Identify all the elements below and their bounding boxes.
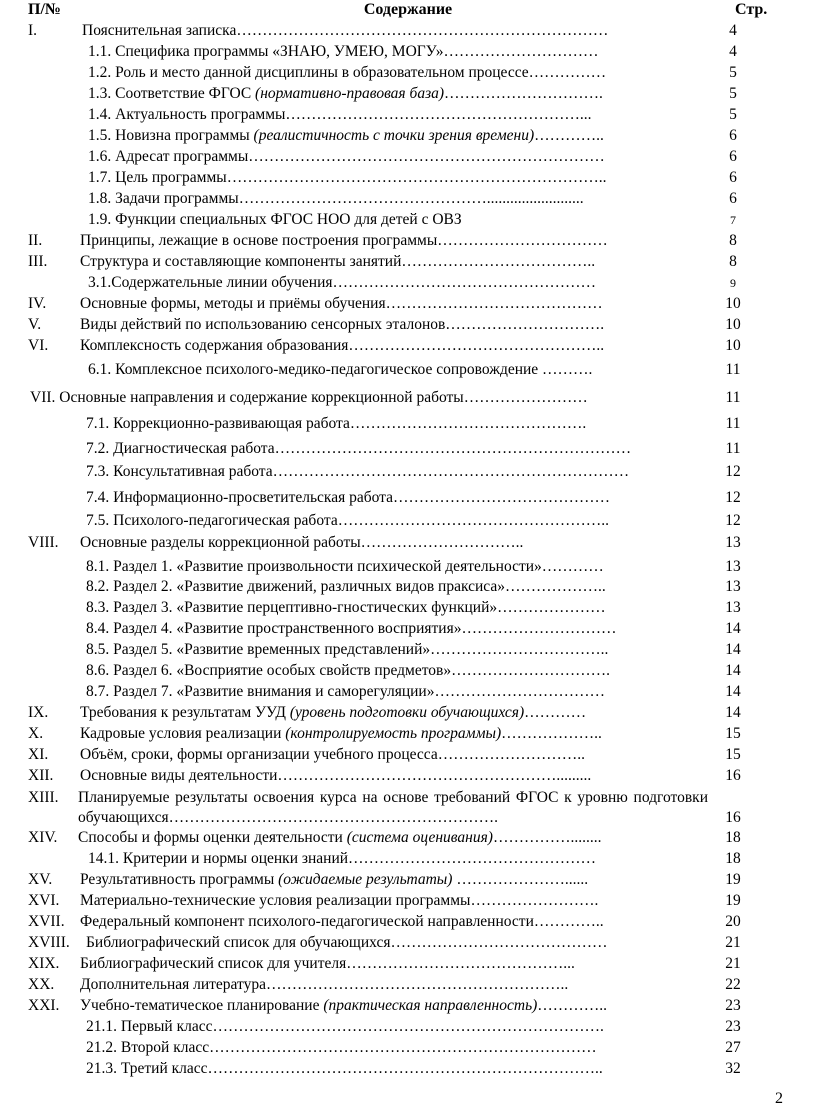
toc-row-page: 22 — [725, 976, 741, 993]
toc-row-title — [86, 439, 708, 459]
toc-row-title — [80, 231, 708, 251]
toc-row-title-text: Пояснительная записка……………………………………………………………… — [82, 22, 609, 39]
toc-row-title-text: 8.5. Раздел 5. «Развитие временных представлений»…………………………….. — [86, 641, 609, 658]
toc-row-title-text: 8.3. Раздел 3. «Развитие перцептивно-гностических функций»………………… — [86, 599, 606, 616]
toc-row-title — [30, 388, 708, 408]
toc-row-number: XVI. — [28, 892, 60, 909]
toc-row-number: XX. — [28, 976, 55, 993]
toc-row-title — [80, 703, 708, 723]
toc-row-number: II. — [28, 232, 43, 249]
toc-row-title-text: Результативность программы — [80, 871, 279, 888]
toc-row-page: 11 — [725, 415, 741, 432]
toc-row-title — [78, 828, 708, 848]
toc-row-number: XIII. — [28, 789, 59, 806]
toc-row — [0, 933, 816, 953]
toc-row — [0, 231, 816, 251]
toc-row-page: 12 — [725, 489, 741, 506]
toc-row-page: 6 — [729, 190, 737, 207]
toc-row-page: 5 — [729, 64, 737, 81]
toc-row-number: V. — [28, 316, 42, 333]
toc-row-title — [88, 360, 708, 380]
toc-row-page: 11 — [725, 361, 741, 378]
toc-row-title — [86, 511, 708, 531]
toc-row-title-text: Кадровые условия реализации — [80, 725, 286, 742]
toc-row-title-text: Виды действий по использованию сенсорных эталонов…………………………. — [80, 316, 605, 333]
toc-row-title — [88, 189, 708, 209]
toc-row-title — [80, 745, 708, 765]
toc-row-title — [80, 912, 708, 932]
toc-row-title-text: VII. Основные направления и содержание коррекционной работы…………………… — [30, 389, 588, 406]
toc-row — [0, 745, 816, 765]
toc-row-title-text: Принципы, лежащие в основе построения программы…………………………… — [80, 232, 608, 249]
toc-row-title-text: Планируемые результаты освоения курса на основе требований ФГОС к уровню подготовки обучающихся………………………………………………………. — [78, 789, 708, 826]
toc-row — [0, 147, 816, 167]
toc-row — [0, 462, 816, 482]
toc-row-number: VI. — [28, 337, 49, 354]
toc-row — [0, 954, 816, 974]
toc-row-title-text: 1.8. Задачи программы…………………………………………......................... — [88, 190, 584, 207]
toc-row-page: 4 — [729, 22, 737, 39]
toc-row-title-text: 1.3. Соответствие ФГОС — [88, 85, 256, 102]
toc-row-page: 8 — [729, 253, 737, 270]
toc-row-title-text: 1.9. Функции специальных ФГОС НОО для детей с ОВЗ — [88, 211, 462, 228]
toc-row-number: XIV. — [28, 829, 58, 846]
toc-row — [0, 189, 816, 209]
toc-row-title — [86, 462, 708, 482]
toc-row-title-text: 1.7. Цель программы……………………………………………………………….. — [88, 169, 607, 186]
toc-row-title — [88, 105, 708, 125]
toc-row-title — [86, 488, 708, 508]
toc-row-title — [80, 724, 708, 744]
page-title: Содержание — [363, 1, 453, 18]
toc-row-title-text: Основные формы, методы и приёмы обучения…………………………………… — [80, 295, 603, 312]
toc-row — [0, 724, 816, 744]
toc-row-title-note: (реалистичность с точки зрения времени) — [253, 127, 535, 144]
toc-row-page: 13 — [725, 534, 741, 551]
toc-row-title-text: 1.1. Специфика программы «ЗНАЮ, УМЕЮ, МОГУ»………………………… — [88, 43, 599, 60]
toc-row-title — [86, 1017, 708, 1037]
toc-row-page: 5 — [729, 85, 737, 102]
toc-row-number: X. — [28, 725, 44, 742]
toc-row-title-note: (практическая направленность) — [323, 997, 538, 1014]
toc-row-number: VIII. — [28, 534, 59, 551]
toc-row — [0, 975, 816, 995]
toc-row-title — [80, 252, 708, 272]
toc-row-title-text: Библиографический список для учителя……………………………………... — [80, 955, 575, 972]
toc-row-page: 5 — [729, 106, 737, 123]
toc-row-page: 16 — [725, 767, 741, 784]
toc-row-title-note: (ожидаемые результаты) — [278, 871, 453, 888]
toc-row-number: XIX. — [28, 955, 60, 972]
page-number: 2 — [775, 1090, 783, 1107]
toc-row — [0, 105, 816, 125]
toc-row-page: 11 — [725, 440, 741, 457]
toc-row-title — [86, 1059, 708, 1079]
toc-row — [0, 252, 816, 272]
toc-row-title — [80, 975, 708, 995]
toc-row-page: 12 — [725, 512, 741, 529]
header-num: П/№ — [28, 1, 61, 18]
toc-row-title-text: 1.6. Адресат программы…………………………………………………………… — [88, 148, 605, 165]
toc-row-title — [88, 849, 708, 869]
toc-row — [0, 388, 816, 408]
toc-row-title-text: 7.5. Психолого-педагогическая работа…………………………………………….. — [86, 512, 609, 529]
toc-row-page: 20 — [725, 913, 741, 930]
toc-row-page: 13 — [725, 599, 741, 616]
toc-row — [0, 21, 816, 41]
toc-row-leader: ……………........ — [492, 829, 602, 846]
toc-row-title-text: 21.3. Третий класс………………………………………………………………….. — [86, 1060, 603, 1077]
toc-row-number: XV. — [28, 871, 53, 888]
toc-row — [0, 849, 816, 869]
toc-row-title-note: (контролируемость программы) — [285, 725, 502, 742]
toc-row-number: III. — [28, 253, 48, 270]
toc-row-title-text: Федеральный компонент психолого-педагогической направленности………….. — [80, 913, 604, 930]
toc-row-title — [86, 661, 708, 681]
toc-row-title-text: 6.1. Комплексное психолого-медико-педагогическое сопровождение ………. — [88, 361, 593, 378]
toc-row-title — [86, 557, 708, 577]
toc-row — [0, 891, 816, 911]
toc-row — [0, 439, 816, 459]
header-page: Стр. — [735, 1, 768, 18]
toc-row-title — [80, 891, 708, 911]
toc-row — [0, 210, 816, 230]
toc-row — [0, 661, 816, 681]
toc-row-title-note: (нормативно-правовая база) — [255, 85, 445, 102]
toc-row — [0, 1059, 816, 1079]
toc-row-title-text: Комплексность содержания образования………………………………………….. — [80, 337, 605, 354]
toc-row — [0, 84, 816, 104]
toc-row — [0, 63, 816, 83]
toc-row-page: 23 — [725, 1018, 741, 1035]
toc-row-title-text: 14.1. Критерии и нормы оценки знаний………………………………………… — [88, 850, 597, 867]
toc-row-title-text: 8.6. Раздел 6. «Восприятие особых свойств предметов»…………………………. — [86, 662, 610, 679]
toc-row-page: 15 — [725, 725, 741, 742]
toc-row — [0, 619, 816, 639]
toc-row — [0, 577, 816, 597]
toc-row-title-note: (система оценивания) — [346, 829, 493, 846]
toc-row-title-text: Учебно-тематическое планирование — [80, 997, 324, 1014]
toc-row-title — [80, 954, 708, 974]
toc-row-leader: ………….. — [537, 997, 608, 1014]
toc-row-title-text: Дополнительная литература………………………………………………….. — [80, 976, 569, 993]
toc-row-title-text: Объём, сроки, формы организации учебного процесса……………………….. — [80, 746, 585, 763]
toc-row-title-text: 8.1. Раздел 1. «Развитие произвольности психической деятельности»………… — [86, 558, 604, 575]
toc-row-title — [88, 63, 708, 83]
toc-row-page: 21 — [725, 955, 741, 972]
toc-row — [0, 414, 816, 434]
toc-row-page: 14 — [725, 641, 741, 658]
toc-row-title — [88, 42, 708, 62]
toc-row — [0, 598, 816, 618]
toc-row-title-text: 21.1. Первый класс…………………………………………………………………. — [86, 1018, 604, 1035]
toc-row-page: 18 — [725, 850, 741, 867]
toc-row-title-text: 1.4. Актуальность программы…………………………………………………... — [88, 106, 592, 123]
toc-row-title — [78, 788, 708, 828]
toc-row — [0, 168, 816, 188]
toc-row-title-text: 21.2. Второй класс………………………………………………………………… — [86, 1039, 597, 1056]
toc-row-title — [80, 870, 708, 890]
toc-row-number: IV. — [28, 295, 47, 312]
toc-row — [0, 703, 816, 723]
toc-row-title-text: Библиографический список для обучающихся…………………………………… — [86, 934, 608, 951]
toc-row-number: I. — [28, 22, 38, 39]
toc-row-title — [86, 1038, 708, 1058]
toc-row-title — [80, 996, 708, 1016]
toc-row — [0, 126, 816, 146]
toc-row-page: 14 — [725, 662, 741, 679]
toc-row-page: 14 — [725, 683, 741, 700]
toc-row-page: 11 — [725, 389, 741, 406]
toc-row-title — [86, 414, 708, 434]
toc-row-leader: ………… — [524, 704, 587, 721]
toc-row-title-text: Структура и составляющие компоненты занятий……………………………….. — [80, 253, 596, 270]
toc-row-title-text: 3.1.Содержательные линии обучения…………………………………………… — [88, 274, 596, 291]
toc-row — [0, 533, 816, 553]
toc-row-page: 14 — [725, 620, 741, 637]
toc-row-title-text: 7.3. Консультативная работа…………………………………………………………… — [86, 463, 630, 480]
toc-row-title — [86, 598, 708, 618]
toc-row-title — [86, 577, 708, 597]
toc-row-title — [80, 533, 708, 553]
toc-row-title — [80, 766, 708, 786]
toc-row — [0, 1038, 816, 1058]
toc-row — [0, 273, 816, 293]
toc-row-title — [80, 315, 708, 335]
toc-row — [0, 294, 816, 314]
toc-row-page: 9 — [730, 276, 736, 290]
toc-row-title — [86, 619, 708, 639]
toc-row-page: 10 — [725, 337, 741, 354]
toc-row-page: 19 — [725, 892, 741, 909]
toc-row — [0, 766, 816, 786]
toc-row-number: XI. — [28, 746, 49, 763]
toc-row-title-text: 8.4. Раздел 4. «Развитие пространственного восприятия»………………………… — [86, 620, 617, 637]
toc-row — [0, 360, 816, 380]
toc-row-page: 27 — [725, 1039, 741, 1056]
toc-row-title — [86, 640, 708, 660]
toc-row-page: 6 — [729, 127, 737, 144]
toc-row-page: 13 — [725, 558, 741, 575]
toc-row-title-text: 7.2. Диагностическая работа…………………………………………………………… — [86, 440, 632, 457]
toc-row — [0, 996, 816, 1016]
toc-row-number: IX. — [28, 704, 49, 721]
toc-row-leader: …………………...... — [452, 871, 589, 888]
toc-row-page: 6 — [729, 148, 737, 165]
toc-row-title-text: 1.2. Роль и место данной дисциплины в образовательном процессе…………… — [88, 64, 607, 81]
toc-row-title — [88, 210, 708, 230]
toc-row — [0, 788, 816, 828]
toc-row-leader: …………………………. — [444, 85, 603, 102]
toc-row — [0, 315, 816, 335]
toc-row — [0, 870, 816, 890]
toc-row-title-text: Способы и формы оценки деятельности — [78, 829, 347, 846]
toc-row-title-text: 7.1. Коррекционно-развивающая работа………………………………………. — [86, 415, 587, 432]
toc-row-title — [88, 126, 708, 146]
toc-row-page: 21 — [725, 934, 741, 951]
toc-row — [0, 682, 816, 702]
toc-row-page: 19 — [725, 871, 741, 888]
toc-row-number: XVII. — [28, 913, 65, 930]
toc-row-leader: ……………….. — [501, 725, 602, 742]
toc-row-title — [86, 682, 708, 702]
toc-row-leader: ………….. — [534, 127, 604, 144]
toc-row-title-text: Основные виды деятельности………………………………………………......... — [80, 767, 592, 784]
toc-row-title-text: Материально-технические условия реализации программы……………………. — [80, 892, 599, 909]
toc-row-title — [86, 933, 708, 953]
toc-row — [0, 42, 816, 62]
toc-row-page: 15 — [725, 746, 741, 763]
toc-row-page: 23 — [725, 997, 741, 1014]
toc-row-title-text: Требования к результатам УУД — [80, 704, 290, 721]
toc-row — [0, 511, 816, 531]
toc-row-title-note: (уровень подготовки обучающихся) — [289, 704, 525, 721]
toc-row-title-text: 8.7. Раздел 7. «Развитие внимания и саморегуляции»…………………………… — [86, 683, 605, 700]
toc-row-title — [88, 168, 708, 188]
toc-row-number: XXI. — [28, 997, 60, 1014]
toc-row-title — [88, 147, 708, 167]
toc-row — [0, 640, 816, 660]
toc-row — [0, 912, 816, 932]
toc-row — [0, 488, 816, 508]
toc-row-page: 10 — [725, 295, 741, 312]
toc-row-page: 13 — [725, 578, 741, 595]
toc-row-page: 16 — [725, 809, 741, 826]
toc-row-title-text: 1.5. Новизна программы — [88, 127, 254, 144]
toc-row — [0, 828, 816, 848]
toc-row-page: 32 — [725, 1060, 741, 1077]
toc-row-number: XII. — [28, 767, 54, 784]
toc-row-page: 4 — [729, 43, 737, 60]
toc-row — [0, 1017, 816, 1037]
toc-row-title — [80, 336, 708, 356]
toc-row — [0, 336, 816, 356]
toc-row-title — [80, 294, 708, 314]
toc-row-page: 10 — [725, 316, 741, 333]
toc-row-title-text: 8.2. Раздел 2. «Развитие движений, различных видов праксиса»……………….. — [86, 578, 606, 595]
toc-row-title — [88, 273, 708, 293]
toc-row-page: 12 — [725, 463, 741, 480]
toc-row-title — [88, 84, 708, 104]
toc-row-page: 8 — [729, 232, 737, 249]
toc-row — [0, 557, 816, 577]
toc-row-title-text: Основные разделы коррекционной работы………………………….. — [80, 534, 524, 551]
toc-row-page: 18 — [725, 829, 741, 846]
toc-row-title-text: 7.4. Информационно-просветительская работа…………………………………… — [86, 489, 611, 506]
toc-row-page: 14 — [725, 704, 741, 721]
toc-row-title — [82, 21, 708, 41]
toc-row-number: XVIII. — [28, 934, 70, 951]
toc-row-page: 6 — [729, 169, 737, 186]
toc-row-page: 7 — [730, 213, 736, 227]
